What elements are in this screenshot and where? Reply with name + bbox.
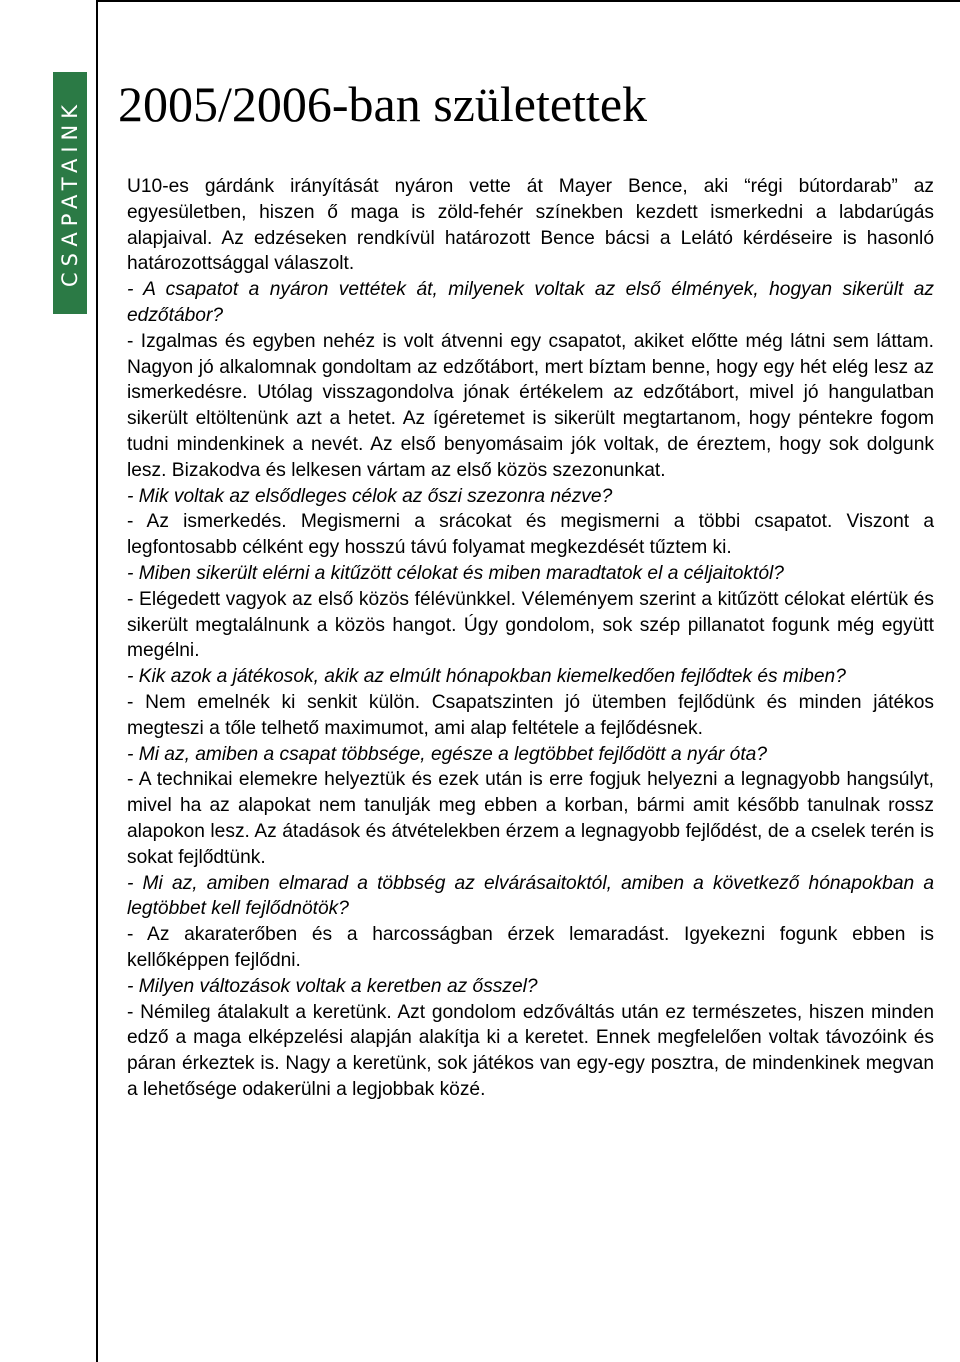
article-body [127, 174, 934, 1103]
question: - Kik azok a játékosok, akik az elmúlt hónapokban kiemelkedően fejlődtek és miben? [127, 666, 846, 688]
answer: - Nem emelnék ki senkit külön. Csapatszinten jó ütemben fejlődünk és minden játékos megteszi a tőle telhető maximumot, ami alap feltétele a fejlődésnek. [127, 691, 934, 739]
vertical-rule [96, 0, 98, 1362]
intro-paragraph: U10-es gárdánk irányítását nyáron vette át Mayer Bence, aki “régi bútordarab” az egyesületben, hiszen ő maga is zöld-fehér színekben kezdett ismerkedni a labdarúgás alapjaival. Az edzéseken rendkívül határozott Bence bácsi a Lelátó kérdéseire is hasonló határozottsággal válaszolt. [127, 176, 934, 275]
section-tab [53, 72, 87, 314]
top-rule [96, 0, 960, 2]
answer: - Némileg átalakult a keretünk. Azt gondolom edzőváltás után ez természetes, hiszen minden edző a maga elképzelési alapján alakítja ki a keretet. Ennek megfelelően voltak távozóink és páran érkeztek is. Nagy a keretünk, sok játékos van egy-egy posztra, de mindenkinek megvan a lehetősége odakerülni a legjobbak közé. [127, 1001, 934, 1100]
question: - Mi az, amiben elmarad a többség az elvárásaitoktól, amiben a következő hónapokban a legtöbbet kell fejlődnötök? [127, 872, 934, 920]
page-title: 2005/2006-ban születettek [118, 76, 648, 132]
answer: - Izgalmas és egyben nehéz is volt átvenni egy csapatot, akiket előtte még látni sem láttam. Nagyon jó alkalomnak gondoltam az edzőtábort, mert bíztam benne, hogy egy hét elég lesz az ismerkedésre. Utólag visszagondolva jónak értékelem az edzőtábort, mivel jó hangulatban sikerült eltöltenünk azt a hetet. Az ígéretemet is sikerült megtartanom, hogy péntekre fogom tudni mindenkinek a nevét. Az első benyomásaim jók voltak, de éreztem, hogy sok dolgunk lesz. Bizakodva és lelkesen vártam az első közös szezonunkat. [127, 330, 934, 481]
question: - Mi az, amiben a csapat többsége, egésze a legtöbbet fejlődött a nyár óta? [127, 743, 767, 765]
answer: - Az akaraterőben és a harcosságban érzek lemaradást. Igyekezni fogunk ebben is kellőképpen fejlődni. [127, 924, 934, 971]
answer: - A technikai elemekre helyeztük és ezek után is erre fogjuk helyezni a legnagyobb hangsúlyt, mivel ha az alapokat nem tanulják meg ebben a korban, bármi amit később tanulnak rossz alapokon lesz. Az átadások és átvételekben érzem a legnagyobb fejlődést, de a cselek terén is sokat fejlődtünk. [127, 769, 934, 868]
section-label: CSAPATAINK [58, 98, 83, 288]
question: - Mik voltak az elsődleges célok az őszi szezonra nézve? [127, 485, 613, 507]
question: - Milyen változások voltak a keretben az ősszel? [127, 975, 538, 997]
answer: - Elégedett vagyok az első közös félévünkkel. Véleményem szerint a kitűzött célokat elértük és sikerült megtalálnunk a közös hangot. Úgy gondolom, sok szép pillanatot fogunk még együtt megélni. [127, 588, 934, 662]
answer: - Az ismerkedés. Megismerni a srácokat és megismerni a többi csapatot. Viszont a legfontosabb célként egy hosszú távú folyamat megkezdését tűztem ki. [127, 511, 934, 559]
question: - A csapatot a nyáron vettétek át, milyenek voltak az első élmények, hogyan sikerült az edzőtábor? [127, 279, 934, 326]
question: - Miben sikerült elérni a kitűzött célokat és miben maradtatok el a céljaitoktól? [127, 562, 784, 584]
